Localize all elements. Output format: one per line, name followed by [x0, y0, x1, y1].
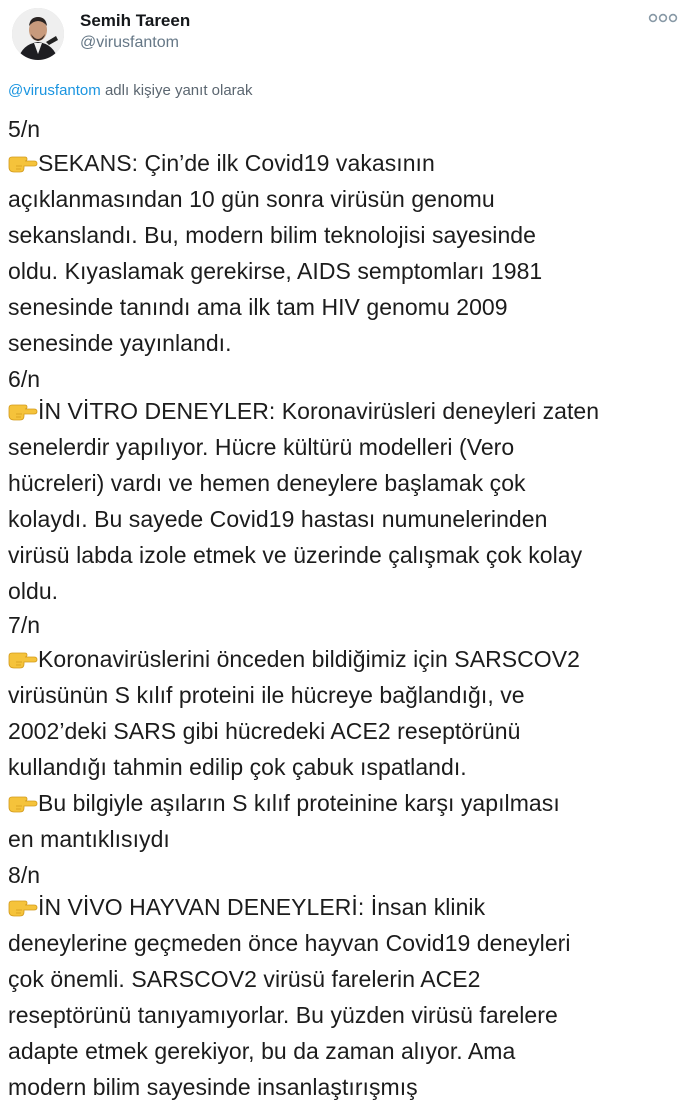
tweet-line	[8, 718, 520, 745]
tweet-line-text: senesinde yayınlandı.	[8, 330, 232, 356]
tweet-line-text: Bu bilgiyle aşıların S kılıf proteinine karşı yapılması	[38, 790, 560, 816]
tweet-line	[8, 434, 514, 461]
tweet-line	[8, 966, 481, 993]
tweet-line-text: 2002’deki SARS gibi hücredeki ACE2 reseptörünü	[8, 718, 521, 744]
tweet-line	[8, 186, 495, 213]
tweet-line	[8, 894, 485, 921]
tweet-line	[8, 790, 560, 817]
tweet-line	[8, 754, 467, 781]
tweet-line	[8, 330, 232, 357]
tweet-line-text: 5/n	[8, 116, 41, 142]
tweet-line-text: virüsü labda izole etmek ve üzerinde çalışmak çok kolay	[8, 542, 583, 568]
tweet-line-text: oldu.	[8, 578, 59, 604]
tweet-line	[8, 542, 582, 569]
tweet-line	[8, 294, 508, 321]
tweet-line	[8, 930, 571, 957]
reply-context	[8, 82, 253, 99]
tweet-line	[8, 150, 435, 177]
pointing-hand-icon	[8, 648, 38, 670]
tweet-line	[8, 646, 580, 673]
tweet-line	[8, 826, 170, 853]
tweet-line-text: oldu. Kıyaslamak gerekirse, AIDS semptomları 1981	[8, 258, 543, 284]
author-display-name[interactable]: Semih Tareen	[80, 11, 191, 30]
pointing-hand-icon	[8, 896, 38, 918]
tweet-line-text: senelerdir yapılıyor. Hücre kültürü modelleri (Vero	[8, 434, 515, 460]
tweet-line-text: reseptörünü tanıyamıyorlar. Bu yüzden virüsü farelere	[8, 1002, 558, 1028]
pointing-hand-icon	[8, 792, 38, 814]
tweet-header	[12, 8, 678, 64]
tweet-line-text: Koronavirüslerini önceden bildiğimiz için SARSCOV2	[38, 646, 580, 672]
tweet-line-text: 7/n	[8, 612, 41, 638]
tweet-line-text: modern bilim sayesinde insanlaştırışmış	[8, 1074, 418, 1100]
tweet-line	[8, 1074, 418, 1101]
reply-context-text: adlı kişiye yanıt olarak	[104, 82, 253, 99]
tweet-line	[8, 366, 40, 393]
tweet-line-text: 6/n	[8, 366, 41, 392]
tweet-line	[8, 578, 58, 605]
tweet-line	[8, 1002, 558, 1029]
tweet-line-text: hücreleri) vardı ve hemen deneylere başlamak çok	[8, 470, 526, 496]
author-handle[interactable]: @virusfantom	[80, 34, 179, 51]
reply-mention-link[interactable]: @virusfantom	[8, 82, 101, 99]
avatar-image-icon	[12, 8, 64, 60]
avatar[interactable]	[12, 8, 64, 60]
more-icon[interactable]	[648, 8, 678, 28]
tweet-line-text: kolaydı. Bu sayede Covid19 hastası numunelerinden	[8, 506, 548, 532]
tweet-line	[8, 612, 40, 639]
author-names	[80, 10, 190, 54]
tweet-line-text: İN VİVO HAYVAN DENEYLERİ: İnsan klinik	[38, 894, 486, 920]
tweet-line-text: deneylerine geçmeden önce hayvan Covid19 deneyleri	[8, 930, 571, 956]
tweet-line-text: virüsünün S kılıf proteini ile hücreye bağlandığı, ve	[8, 682, 525, 708]
pointing-hand-icon	[8, 400, 38, 422]
tweet-line	[8, 470, 526, 497]
tweet-line	[8, 222, 536, 249]
tweet-line-text: adapte etmek gerekiyor, bu da zaman alıyor. Ama	[8, 1038, 516, 1064]
tweet-line-text: en mantıklısıydı	[8, 826, 170, 852]
tweet-line	[8, 682, 525, 709]
tweet-line-text: SEKANS: Çin’de ilk Covid19 vakasının	[38, 150, 435, 176]
pointing-hand-icon	[8, 152, 38, 174]
tweet-line	[8, 398, 599, 425]
tweet-line-text: İN VİTRO DENEYLER: Koronavirüsleri deneyleri zaten	[38, 398, 600, 424]
tweet-line-text: senesinde tanındı ama ilk tam HIV genomu 2009	[8, 294, 508, 320]
tweet-line-text: çok önemli. SARSCOV2 virüsü farelerin ACE2	[8, 966, 481, 992]
tweet-line	[8, 116, 40, 143]
tweet-line	[8, 506, 547, 533]
tweet-line-text: açıklanmasından 10 gün sonra virüsün genomu	[8, 186, 495, 212]
tweet-line-text: kullandığı tahmin edilip çok çabuk ıspatlandı.	[8, 754, 467, 780]
tweet-line-text: 8/n	[8, 862, 41, 888]
tweet-line	[8, 258, 542, 285]
tweet-line	[8, 862, 40, 889]
tweet-line	[8, 1038, 515, 1065]
tweet-line-text: sekanslandı. Bu, modern bilim teknolojisi sayesinde	[8, 222, 536, 248]
